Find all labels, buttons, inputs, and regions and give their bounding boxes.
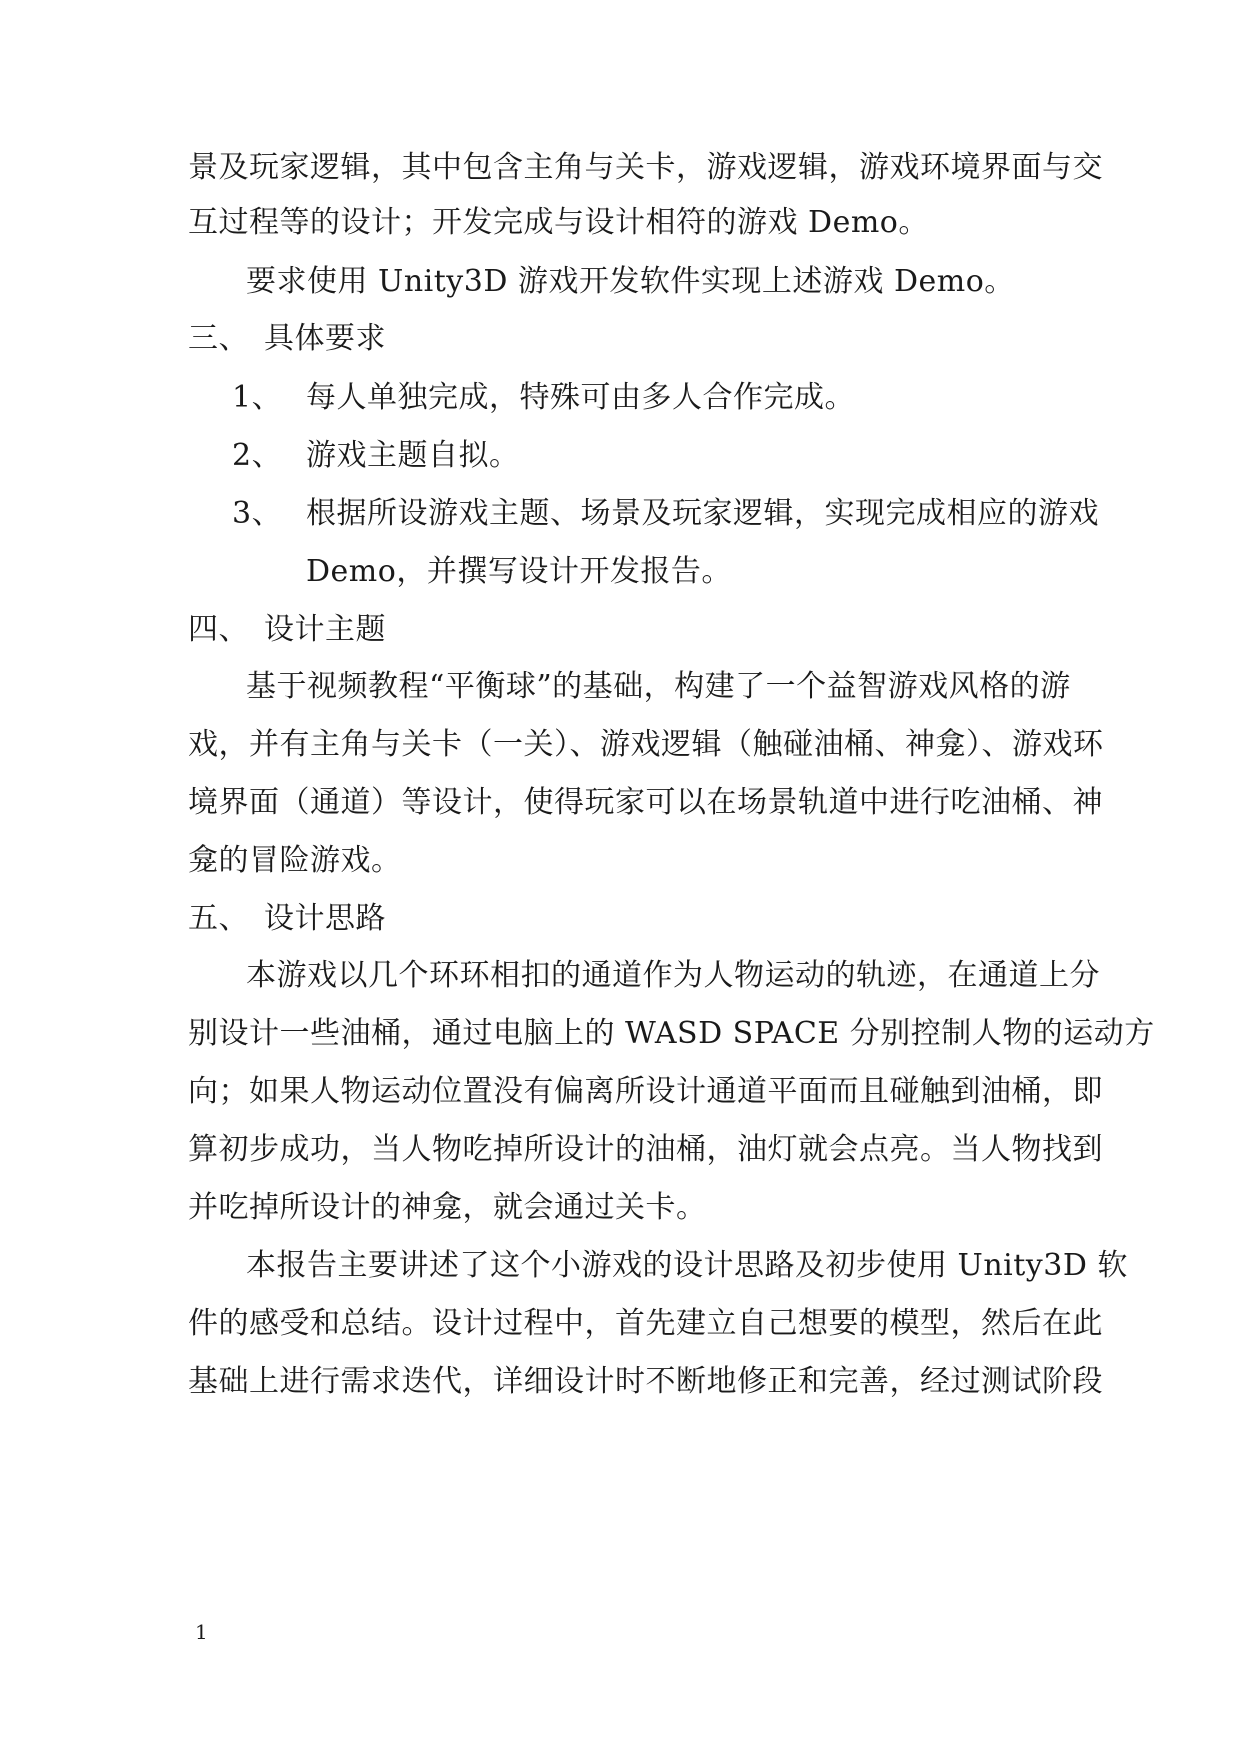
list-item-number: 3、 (232, 496, 283, 531)
text-line: 基于视频教程“平衡球”的基础，构建了一个益智游戏风格的游 (246, 669, 1071, 704)
text-line: 向；如果人物运动位置没有偏离所设计通道平面而且碰触到油桶，即 (188, 1074, 1103, 1109)
list-item-text: 游戏主题自拟。 (306, 438, 520, 473)
list-item-number: 2、 (232, 438, 283, 473)
list-item-continuation: Demo，并撰写设计开发报告。 (306, 554, 732, 589)
section-number: 四、 (188, 612, 249, 647)
text-line: 算初步成功，当人物吃掉所设计的油桶，油灯就会点亮。当人物找到 (188, 1132, 1103, 1167)
text-line: 境界面（通道）等设计，使得玩家可以在场景轨道中进行吃油桶、神 (188, 785, 1103, 820)
text-line: 本游戏以几个环环相扣的通道作为人物运动的轨迹，在通道上分 (246, 958, 1100, 993)
list-item-text: 根据所设游戏主题、场景及玩家逻辑，实现完成相应的游戏 (306, 496, 1099, 531)
text-line: 要求使用 Unity3D 游戏开发软件实现上述游戏 Demo。 (246, 264, 1015, 299)
text-line: 件的感受和总结。设计过程中，首先建立自己想要的模型，然后在此 (188, 1306, 1103, 1341)
text-line: 别设计一些油桶，通过电脑上的 WASD SPACE 分别控制人物的运动方 (188, 1016, 1155, 1051)
section-number: 五、 (188, 901, 249, 936)
list-item-number: 1、 (232, 380, 283, 415)
text-line: 并吃掉所设计的神龛，就会通过关卡。 (188, 1190, 707, 1225)
text-line: 景及玩家逻辑，其中包含主角与关卡，游戏逻辑，游戏环境界面与交 (188, 150, 1103, 185)
section-title: 设计主题 (264, 612, 386, 647)
text-line: 龛的冒险游戏。 (188, 843, 402, 878)
text-line: 互过程等的设计；开发完成与设计相符的游戏 Demo。 (188, 205, 929, 240)
page-number: 1 (195, 1620, 208, 1644)
section-title: 具体要求 (264, 321, 386, 356)
section-number: 三、 (188, 321, 249, 356)
text-line: 本报告主要讲述了这个小游戏的设计思路及初步使用 Unity3D 软 (246, 1248, 1128, 1283)
list-item-text: 每人单独完成，特殊可由多人合作完成。 (306, 380, 855, 415)
section-title: 设计思路 (264, 901, 386, 936)
text-line: 基础上进行需求迭代，详细设计时不断地修正和完善，经过测试阶段 (188, 1364, 1103, 1399)
text-line: 戏，并有主角与关卡（一关）、游戏逻辑（触碰油桶、神龛）、游戏环 (188, 727, 1104, 762)
